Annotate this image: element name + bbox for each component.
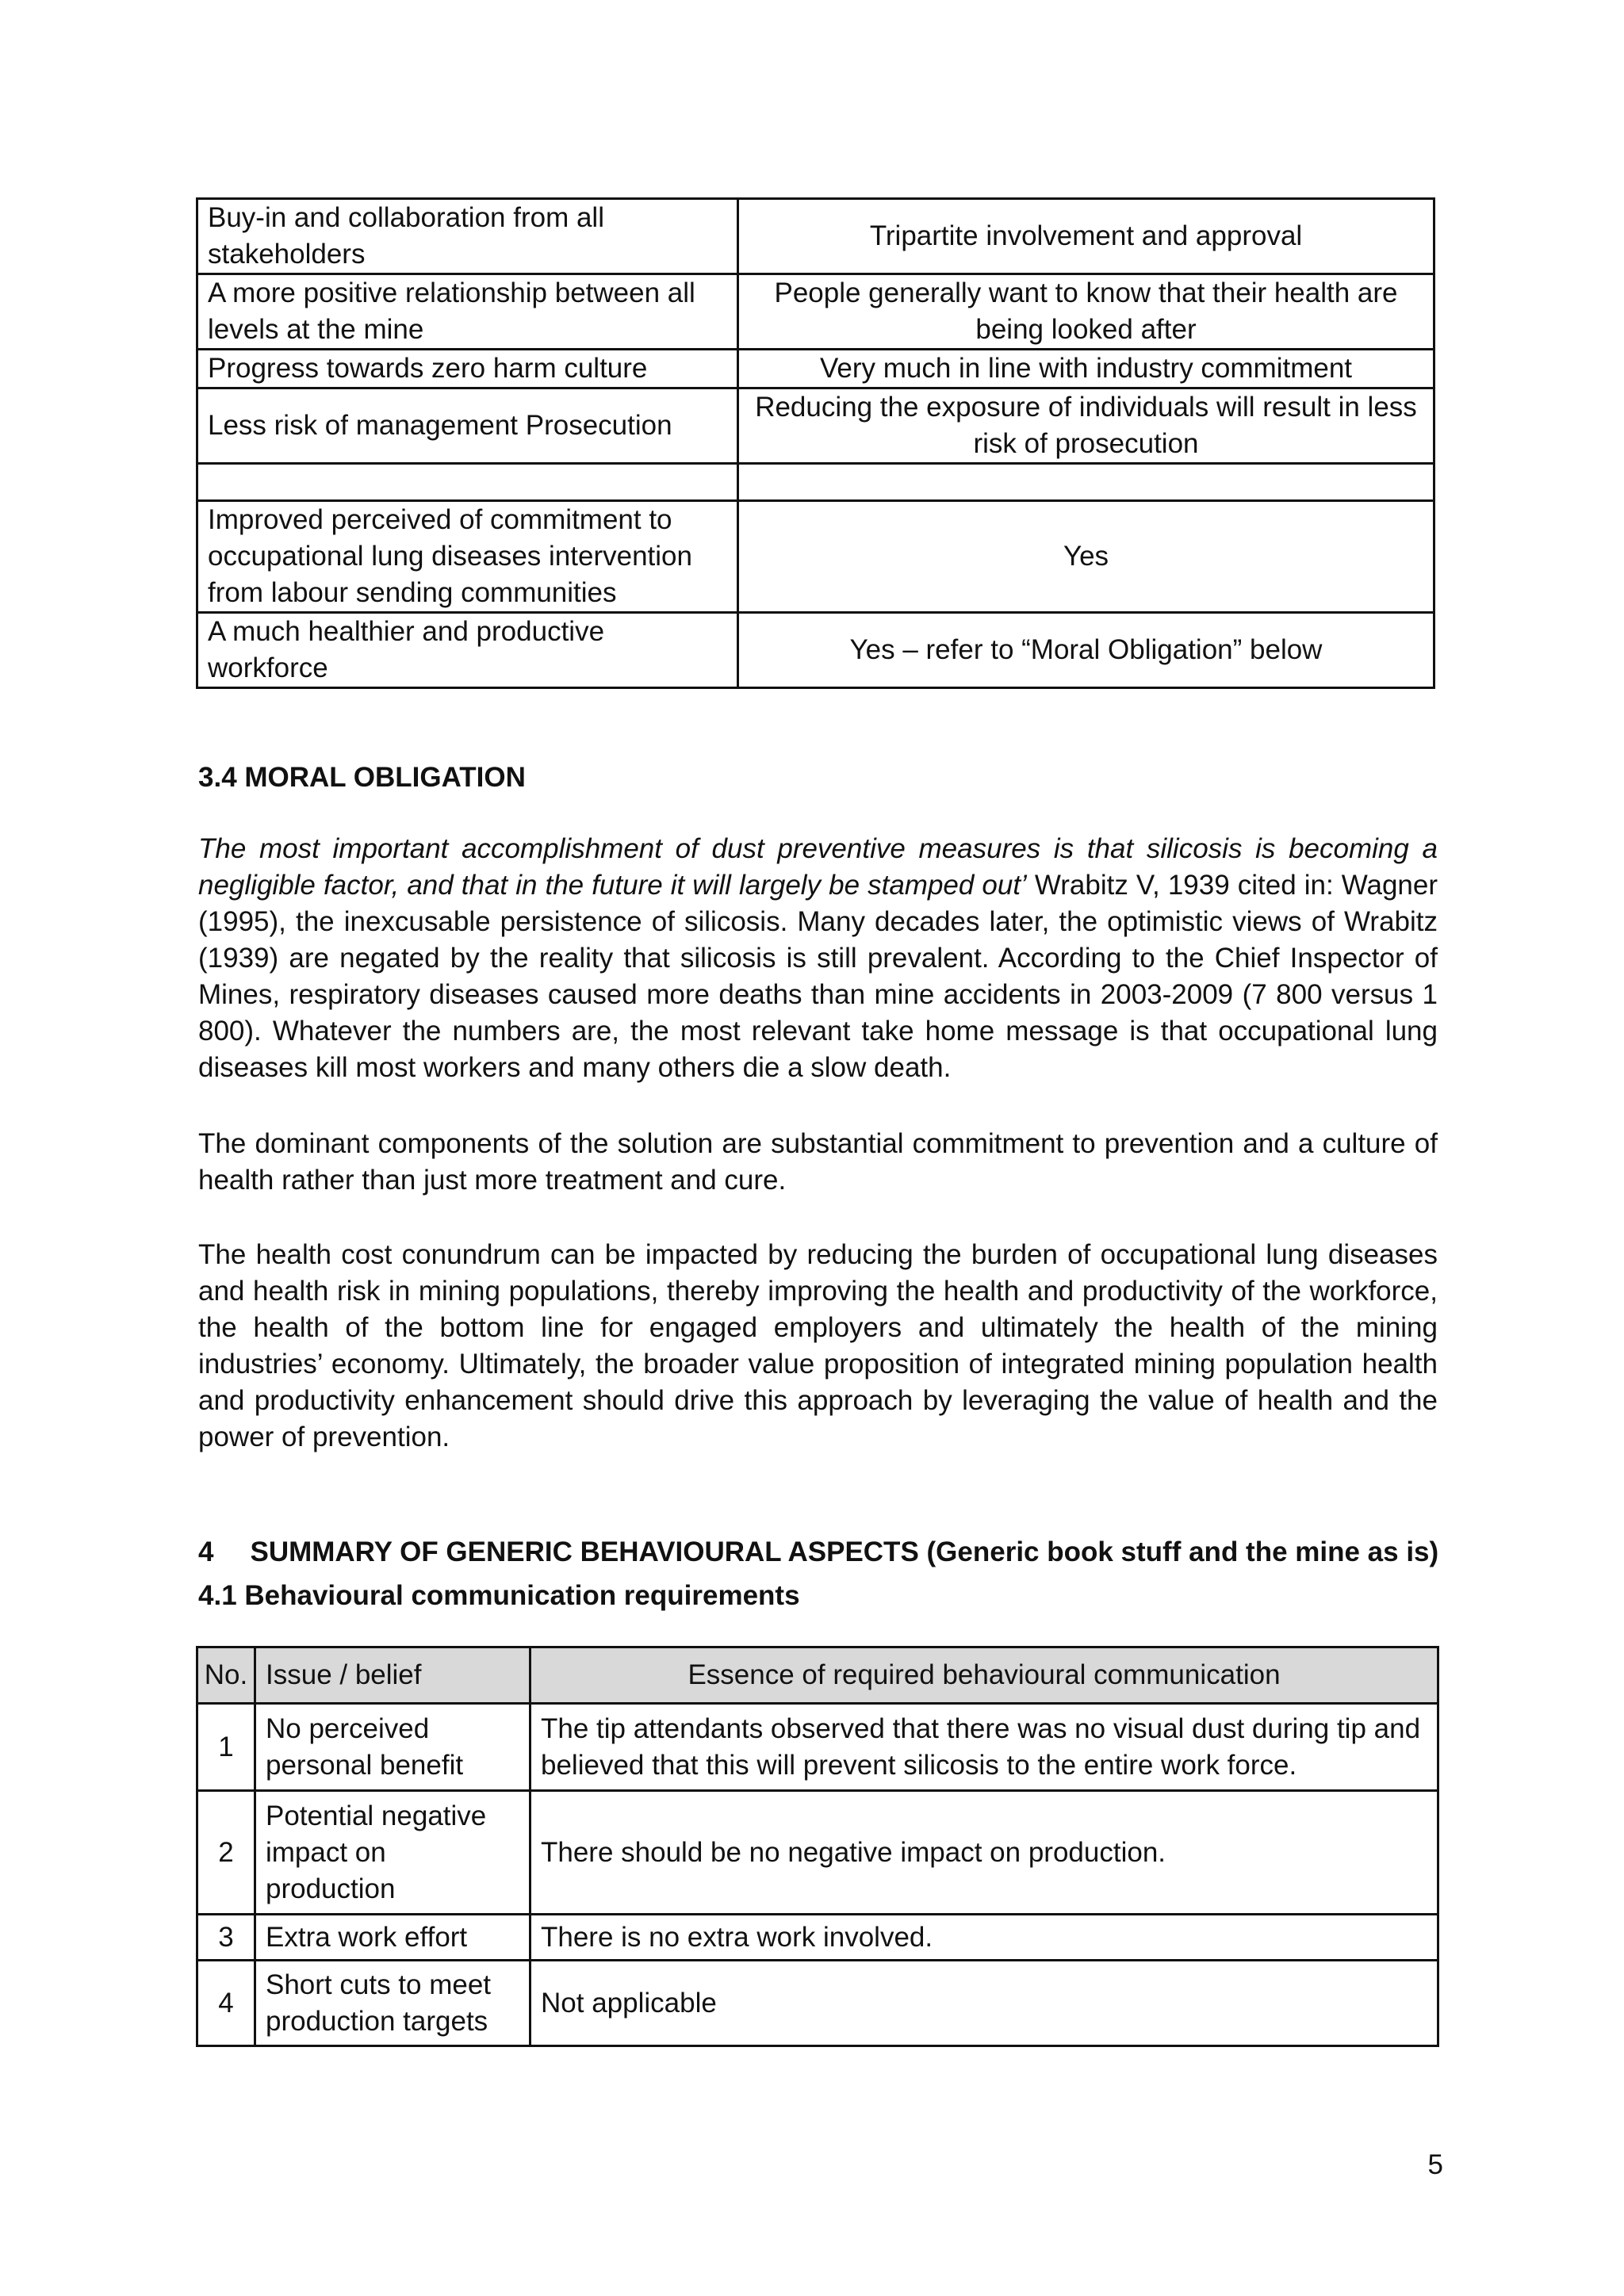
table-row [197,350,1434,388]
benefit-cell: Progress towards zero harm culture [197,350,738,388]
benefit-cell: A more positive relationship between all levels at the mine [197,274,738,350]
wrabitz-quote: The most important accomplishment of dust preventive measures is that silicosis is becoming a negligible factor, and that in the future it will largely be stamped out’ [198,833,1438,901]
table-row [197,613,1434,688]
section-4-heading [198,1534,1438,1571]
comment-cell: People generally want to know that their health are being looked after [738,274,1434,350]
essence-cell: Not applicable [530,1961,1438,2046]
table-row [197,1915,1438,1961]
comment-cell: Yes [738,501,1434,613]
essence-cell: The tip attendants observed that there was no visual dust during tip and believed that this will prevent silicosis to the entire work force. [530,1704,1438,1791]
essence-cell: There should be no negative impact on production. [530,1791,1438,1915]
issue-cell: Short cuts to meet production targets [255,1961,530,2046]
section-4-title: SUMMARY OF GENERIC BEHAVIOURAL ASPECTS (Generic book stuff and the mine as is) [250,1536,1439,1567]
table-row [197,388,1434,464]
moral-obligation-heading: 3.4 MORAL OBLIGATION [198,762,526,793]
section-4-number: 4 [198,1536,214,1567]
benefit-cell [197,464,738,501]
comment-cell [738,464,1434,501]
table-row-empty [197,464,1434,501]
issue-cell: No perceived personal benefit [255,1704,530,1791]
issue-cell: Potential negative impact on production [255,1791,530,1915]
table-row [197,199,1434,274]
column-header-essence: Essence of required behavioural communication [530,1647,1438,1704]
moral-paragraph-3: The health cost conundrum can be impacted by reducing the burden of occupational lung diseases and health risk in mining populations, thereby improving the health and productivity of the workforce, the health of the bottom line for engaged employers and ultimately the health of the mining industries’ economy. Ultimately, the broader value proposition of integrated mining population health and productivity enhancement should drive this approach by leveraging the value of health and the power of prevention. [198,1239,1438,1452]
row-number-cell: 3 [197,1915,255,1961]
table-row [197,1704,1438,1791]
table-row [197,1791,1438,1915]
row-number-cell: 1 [197,1704,255,1791]
issue-cell: Extra work effort [255,1915,530,1961]
essence-cell: There is no extra work involved. [530,1915,1438,1961]
benefits-table [196,197,1435,689]
row-number-cell: 2 [197,1791,255,1915]
table-row [197,1961,1438,2046]
moral-paragraph-1 [198,831,1438,1086]
column-header-no: No. [197,1647,255,1704]
moral-paragraph-1-text: Wrabitz V, 1939 cited in: Wagner (1995), the inexcusable persistence of silicosis. Many decades later, the optimistic views of Wrabitz (1939) are negated by the reality that silicosis is still prevalent. According to the Chief Inspector of Mines, respiratory diseases caused more deaths than mine accidents in 2003-2009 (7 800 versus 1 800). Whatever the numbers are, the most relevant take home message is that occupational lung diseases kill most workers and many others die a slow death. [198,870,1438,1083]
table-row [197,501,1434,613]
benefit-cell: Less risk of management Prosecution [197,388,738,464]
benefit-cell: Improved perceived of commitment to occupational lung diseases intervention from labour sending communities [197,501,738,613]
moral-paragraph-2: The dominant components of the solution are substantial commitment to prevention and a culture of health rather than just more treatment and cure. [198,1128,1438,1196]
comment-cell: Tripartite involvement and approval [738,199,1434,274]
table-row [197,274,1434,350]
comment-cell: Reducing the exposure of individuals will result in less risk of prosecution [738,388,1434,464]
comment-cell: Yes – refer to “Moral Obligation” below [738,613,1434,688]
behaviour-table [196,1646,1439,2047]
row-number-cell: 4 [197,1961,255,2046]
section-4-1-heading: 4.1 Behavioural communication requirements [198,1580,800,1611]
comment-cell: Very much in line with industry commitment [738,350,1434,388]
table-header-row [197,1647,1438,1704]
page-number: 5 [1427,2149,1443,2180]
column-header-issue: Issue / belief [255,1647,530,1704]
benefit-cell: A much healthier and productive workforce [197,613,738,688]
benefit-cell: Buy-in and collaboration from all stakeholders [197,199,738,274]
